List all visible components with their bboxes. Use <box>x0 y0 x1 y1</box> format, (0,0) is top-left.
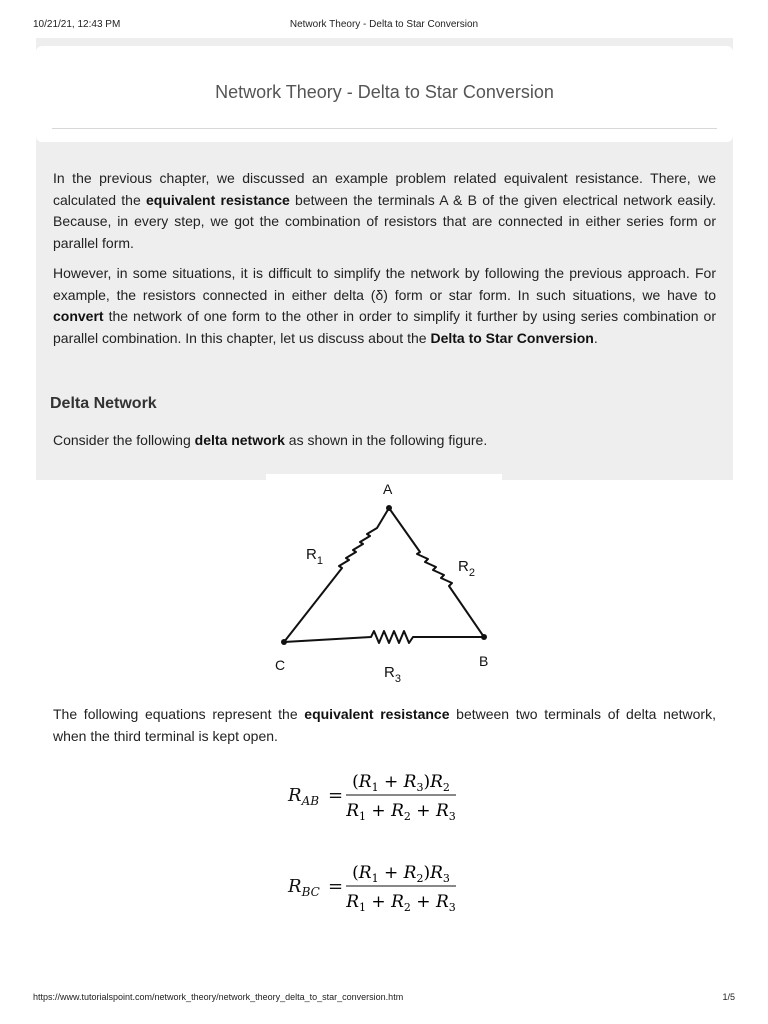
print-title: Network Theory - Delta to Star Conversion <box>289 19 479 30</box>
node-a-label: A <box>383 481 393 497</box>
math-symbol: ) <box>423 863 431 883</box>
bold-term: equivalent resistance <box>146 191 290 208</box>
node-c-label: C <box>275 657 286 673</box>
r1-label: $R_1$ <box>306 546 323 567</box>
math-subscript: 2 <box>416 872 424 885</box>
equation-denominator <box>345 801 456 823</box>
math-symbol: ( <box>352 863 359 883</box>
bold-term: equivalent resistance <box>304 706 450 722</box>
page-number: 1/5 <box>722 992 735 1002</box>
math-symbol: R <box>403 772 417 792</box>
math-subscript: 1 <box>371 781 379 794</box>
math-symbol: R <box>346 892 360 912</box>
print-header <box>0 0 768 40</box>
math-symbol: ) <box>423 772 431 792</box>
math-symbol: R <box>391 801 404 821</box>
math-subscript: 2 <box>403 810 411 823</box>
equation-rab-svg <box>284 764 484 828</box>
intro-paragraph <box>53 168 716 254</box>
math-subscript: 1 <box>371 872 379 885</box>
equation-rbc-svg <box>284 855 484 919</box>
equals-sign: = <box>328 876 344 897</box>
math-symbol: R <box>358 772 372 792</box>
page-title: Network Theory - Delta to Star Conversion <box>215 82 554 102</box>
math-subscript: 1 <box>359 901 367 914</box>
figure-intro-paragraph <box>53 430 716 452</box>
equations-intro-paragraph <box>53 704 716 747</box>
math-symbol: + <box>366 801 392 821</box>
math-symbol: + <box>410 892 436 912</box>
node-b-dot <box>481 634 487 640</box>
bold-term: delta network <box>194 432 285 448</box>
section-heading: Delta Network <box>50 395 157 412</box>
equation-denominator <box>345 892 456 914</box>
math-symbol: R <box>435 892 449 912</box>
equation-numerator <box>352 772 450 794</box>
math-symbol: R <box>430 772 443 792</box>
equation-rab <box>0 764 768 833</box>
math-symbol: R <box>403 863 417 883</box>
math-symbol: R <box>435 801 449 821</box>
math-symbol: ( <box>352 772 359 792</box>
text-run: In the previous chapter, we discussed an example problem related equivalent resistance. There, we calculated the <box>53 170 716 208</box>
math-subscript: 3 <box>448 901 456 914</box>
figure-background <box>266 474 502 690</box>
math-symbol: + <box>378 772 404 792</box>
text-run: between two terminals of delta network, when the third terminal is kept open. <box>53 706 716 744</box>
equation-rbc <box>0 855 768 924</box>
math-symbol: + <box>378 863 404 883</box>
equation-numerator <box>352 863 450 885</box>
node-c-dot <box>281 639 287 645</box>
title-card <box>36 46 733 142</box>
title-divider <box>52 128 717 129</box>
r2-label: $R_2$ <box>458 558 475 579</box>
equation-lhs: $R_{AB}$ <box>288 785 320 808</box>
equation-lhs: $R_{BC}$ <box>288 876 320 899</box>
bold-term: Delta to Star Conversion <box>430 329 594 346</box>
text-run: . <box>593 329 598 346</box>
text-run: as shown in the following figure. <box>284 432 488 448</box>
node-b-label: B <box>479 653 489 669</box>
math-subscript: 3 <box>416 781 424 794</box>
math-symbol: + <box>366 892 392 912</box>
text-run: the network of one form to the other in order to simplify it further by using series combination or parallel combination. In this chapter, let us discuss about the <box>53 308 716 346</box>
print-date: 10/21/21, 12:43 PM <box>33 19 121 30</box>
text-run: The following equations represent the <box>53 706 305 722</box>
bold-term: convert <box>53 308 104 324</box>
equals-sign: = <box>328 785 344 806</box>
node-a-dot <box>386 505 392 511</box>
math-symbol: R <box>430 863 443 883</box>
math-symbol: R <box>346 801 360 821</box>
math-symbol: R <box>358 863 372 883</box>
math-symbol: R <box>391 892 404 912</box>
text-run: However, in some situations, it is difficult to simplify the network by following the previous approach. For example, the resistors connected in either delta (δ) form or star form. In such situations, we have to <box>53 265 716 303</box>
text-run: between the terminals A & B of the given electrical network easily. Because, in every step, we got the combination of resistors that are connected in either series form or parallel form. <box>53 191 716 251</box>
math-symbol: + <box>410 801 436 821</box>
math-subscript: 3 <box>442 872 450 885</box>
delta-network-figure <box>266 474 502 690</box>
math-subscript: 2 <box>442 781 450 794</box>
text-run: Consider the following <box>53 432 195 448</box>
math-subscript: 3 <box>448 810 456 823</box>
page-url: https://www.tutorialspoint.com/network_theory/network_theory_delta_to_star_conversion.htm <box>33 992 404 1002</box>
math-subscript: 2 <box>403 901 411 914</box>
math-subscript: 1 <box>359 810 367 823</box>
r3-label: $R_3$ <box>384 664 401 685</box>
situation-paragraph <box>53 263 716 349</box>
